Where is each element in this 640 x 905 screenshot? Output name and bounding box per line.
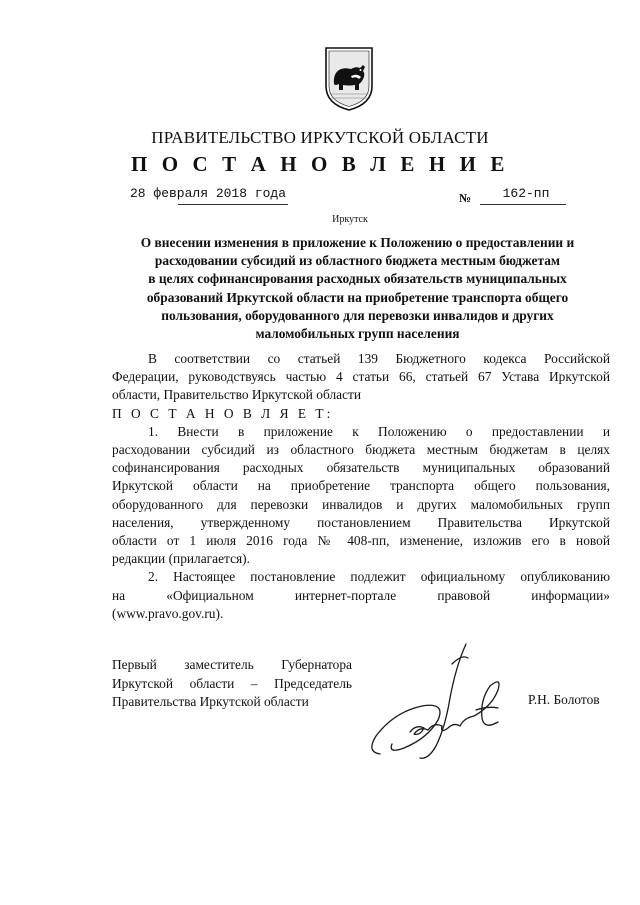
- title-line: в целях софинансирования расходных обязательств муниципальных: [148, 271, 567, 287]
- date-underline: [178, 204, 288, 205]
- item-1-line: софинансирования расходных обязательств муниципальных образований: [112, 460, 610, 476]
- title-line: маломобильных групп населения: [255, 326, 460, 342]
- title-line: О внесении изменения в приложение к Положению о предоставлении и: [140, 235, 575, 250]
- resolves-heading: П О С Т А Н О В Л Я Е Т:: [112, 405, 334, 421]
- title-line: расходовании субсидий из областного бюджета местным бюджетам: [154, 253, 561, 269]
- city: Иркутск: [332, 214, 368, 225]
- position-line: Первый заместитель Губернатора: [112, 657, 352, 672]
- item-2-line: 2. Настоящее постановление подлежит официальному опубликованию: [148, 569, 610, 585]
- position-line: Правительства Иркутской области: [112, 694, 309, 710]
- item-2-line: (www.pravo.gov.ru).: [112, 605, 224, 621]
- item-1-line: редакции (прилагается).: [112, 551, 250, 567]
- document-number: 162-пп: [502, 186, 550, 201]
- document-date: 28 февраля 2018 года: [130, 186, 287, 201]
- item-2-line: на «Официальном интернет-портале правовой информации»: [112, 587, 610, 603]
- item-1-line: 1. Внести в приложение к Положению о предоставлении и: [148, 423, 610, 439]
- number-underline: [480, 204, 566, 205]
- item-1-line: области от 1 июля 2016 года № 408-пп, изменение, изложив его в новой: [112, 533, 610, 549]
- preamble-line: Федерации, руководствуясь частью 4 статьи 66, статьей 67 Устава Иркутской: [112, 369, 610, 385]
- coat-of-arms-icon: [323, 46, 375, 112]
- item-1-line: оборудованного для перевозки инвалидов и других маломобильных групп: [112, 496, 610, 512]
- document-body: [112, 350, 610, 623]
- item-1-line: расходовании субсидий из областного бюджета местным бюджетам в целях: [112, 442, 610, 458]
- position-line: Иркутской области – Председатель: [112, 675, 352, 691]
- title-line: пользования, оборудованного для перевозки инвалидов и других: [161, 307, 554, 323]
- document-title: [105, 234, 610, 343]
- number-sign: №: [459, 191, 472, 205]
- preamble-line: области, Правительство Иркутской области: [112, 387, 362, 403]
- handwritten-signature: [348, 636, 523, 771]
- item-1-line: Иркутской области на приобретение транспорта общего пользования,: [112, 478, 610, 494]
- document-type: П О С Т А Н О В Л Е Н И Е: [130, 152, 509, 176]
- signatory-position: [112, 656, 352, 712]
- title-line: образований Иркутской области на приобретение транспорта общего: [146, 289, 569, 305]
- preamble-line: В соответствии со статьей 139 Бюджетного кодекса Российской: [148, 351, 610, 366]
- signatory-name: Р.Н. Болотов: [528, 692, 600, 707]
- government-name: ПРАВИТЕЛЬСТВО ИРКУТСКОЙ ОБЛАСТИ: [151, 128, 489, 147]
- item-1-line: населения, утвержденному постановлением Правительства Иркутской: [112, 514, 610, 530]
